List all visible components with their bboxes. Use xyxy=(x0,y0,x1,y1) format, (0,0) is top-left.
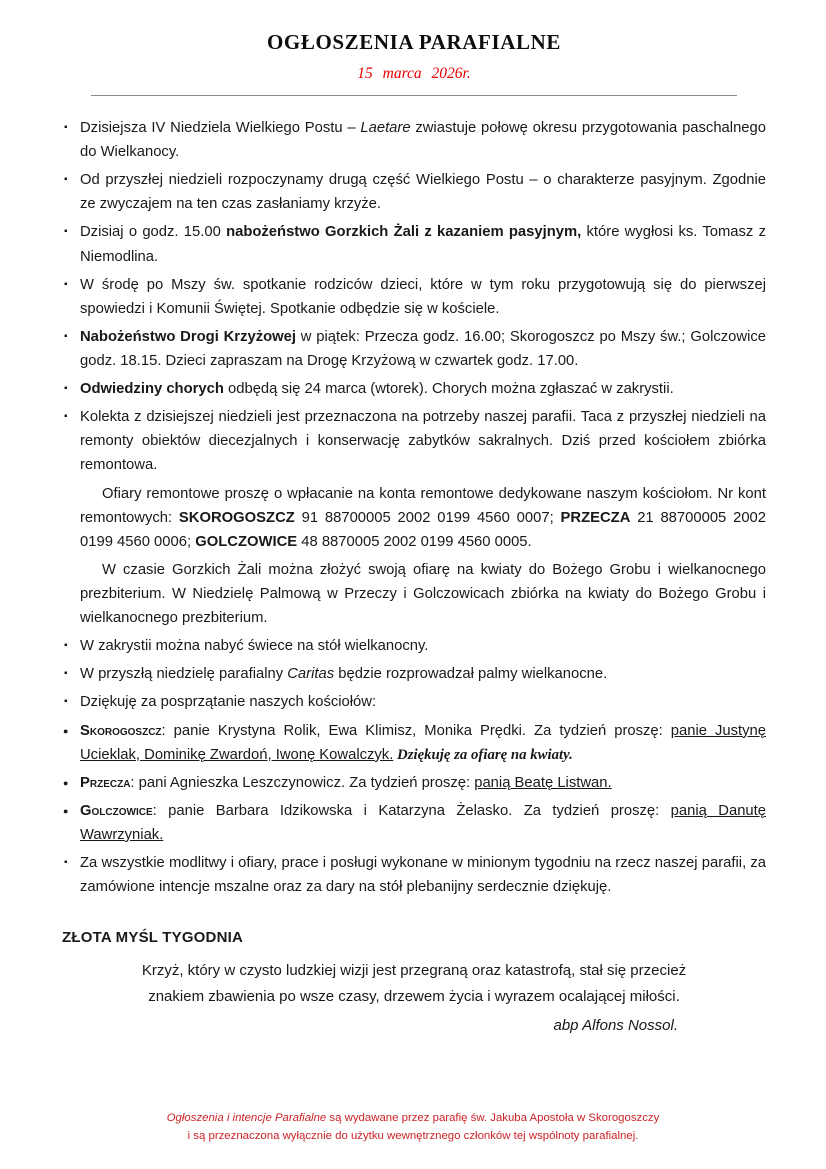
text-segment: 91 88700005 2002 0199 4560 0007; xyxy=(294,509,561,526)
text-segment: panią Beatę Listwan. xyxy=(474,774,612,791)
text-segment: W zakrystii można nabyć świece na stół wielkanocny. xyxy=(80,638,429,655)
footer-line-2: i są przeznaczona wyłącznie do użytku wewnętrznego członków tej wspólnoty parafialnej. xyxy=(187,1129,639,1142)
announcement-cleaning-thanks xyxy=(62,690,766,714)
announcement-collection xyxy=(62,405,766,477)
footer-bulletin-name: Ogłoszenia i intencje Parafialne xyxy=(166,1111,327,1124)
text-segment: zwiastuje połowę okresu przygotowania paschalnego do Wielkanocy. xyxy=(80,120,766,161)
text-segment: SKOROGOSZCZ xyxy=(178,509,295,526)
text-segment: 48 8870005 2002 0199 4560 0005. xyxy=(297,533,532,550)
text-segment: Dziękuję za ofiarę na kwiaty. xyxy=(393,746,573,763)
announcements-list xyxy=(62,116,766,899)
text-segment: Dziękuję za posprzątanie naszych kościołów: xyxy=(80,694,377,711)
text-segment: odbędą się 24 marca (wtorek). Chorych można zgłaszać w zakrystii. xyxy=(223,381,674,398)
village-name: Golczowice xyxy=(80,802,153,819)
text-segment: panie Justynę Ucieklak, Dominikę Zwardoń, Iwonę Kowalczyk. xyxy=(80,722,766,763)
text-segment: Ofiary remontowe proszę o wpłacanie na konta remontowe dedykowane naszym kościołom. Nr kont remontowych: xyxy=(80,485,766,526)
announcement-passion-period xyxy=(62,168,766,216)
text-segment: Dzisiejsza IV Niedziela Wielkiego Postu – xyxy=(80,120,361,136)
text-segment: 21 88700005 2002 0199 4560 0006; xyxy=(80,509,767,550)
cleaning-przecza xyxy=(62,771,766,795)
paragraph-flowers-offering xyxy=(62,558,766,630)
text-segment: Odwiedziny chorych xyxy=(80,381,224,398)
announcement-general-thanks xyxy=(62,851,766,899)
text-segment: W przyszłą niedzielę parafialny xyxy=(80,666,288,683)
header-divider xyxy=(91,95,737,96)
cleaning-golczowice xyxy=(62,799,766,847)
text-segment: Za wszystkie modlitwy i ofiary, prace i posługi wykonane w minionym tygodniu na rzecz naszej parafii, za zamówione intencje mszalne oraz za dary na stół plebanijny serdecznie dziękuję. xyxy=(80,855,766,896)
text-segment: nabożeństwo Gorzkich Żali z kazaniem pasyjnym, xyxy=(226,224,582,241)
document-title: OGŁOSZENIA PARAFIALNE xyxy=(266,30,561,54)
golden-thought-attribution: abp Alfons Nossol. xyxy=(553,1017,678,1035)
text-segment: PRZECZA xyxy=(560,509,631,526)
text-segment: które wygłosi ks. Tomasz z Niemodlina. xyxy=(80,224,766,265)
text-segment: Od przyszłej niedzieli rozpoczynamy drugą część Wielkiego Postu – o charakterze pasyjnym. Zgodnie ze zwyczajem na ten czas zasłaniamy krzyże. xyxy=(80,172,766,213)
text-segment: są wydawane przez parafię św. Jakuba Apostoła w Skorogoszczy xyxy=(326,1111,660,1124)
text-segment: w piątek: Przecza godz. 16.00; Skorogoszcz po Mszy św.; Golczowice godz. 18.15. Dzieci zapraszam na Drogę Krzyżową w czwartek godz. 17.00. xyxy=(80,328,766,369)
text-segment: : panie Krystyna Rolik, Ewa Klimisz, Monika Prędki. Za tydzień proszę: xyxy=(161,722,671,739)
text-segment: Dzisiaj o godz. 15.00 xyxy=(80,224,227,241)
text-segment: : panie Barbara Idzikowska i Katarzyna Żelasko. Za tydzień proszę: xyxy=(152,802,671,819)
golden-thought-quote: Krzyż, który w czysto ludzkiej wizji jest przegraną oraz katastrofą, stał się przecież znakiem zbawienia po wsze czasy, drzewem życia i wyrazem ocalającej miłości. xyxy=(141,962,687,1005)
document-date: 15 marca 2026r. xyxy=(357,65,471,82)
announcement-caritas-palms xyxy=(62,662,766,686)
announcement-sick-visits xyxy=(62,377,766,401)
text-segment: W czasie Gorzkich Żali można złożyć swoją ofiarę na kwiaty do Bożego Grobu i wielkanocnego prezbiterium. W Niedzielę Palmową w Przeczy i Golczowicach zbiórka na kwiaty do Bożego Grobu i wielkanocnego prezbiterium. xyxy=(80,561,766,627)
announcement-laetare-sunday xyxy=(62,116,766,164)
text-segment: Nabożeństwo Drogi Krzyżowej xyxy=(80,328,296,345)
village-name: Skorogoszcz xyxy=(80,722,162,739)
paragraph-renovation-accounts xyxy=(62,482,766,554)
announcement-parents-meeting xyxy=(62,273,766,321)
village-name: Przecza xyxy=(80,774,131,791)
cleaning-skorogoszcz xyxy=(62,719,766,767)
footer-line-1 xyxy=(0,1109,826,1127)
text-segment: Kolekta z dzisiejszej niedzieli jest przeznaczona na potrzeby naszej parafii. Taca z przyszłej niedzieli na remonty obiektów diecezjalnych i konserwację zabytków sakralnych. Dziś przed kościołem zbiórka remontowa. xyxy=(80,409,766,474)
announcement-candles xyxy=(62,634,766,658)
text-segment: : pani Agnieszka Leszczynowicz. Za tydzień proszę: xyxy=(130,774,475,791)
document-footer xyxy=(0,1109,826,1146)
text-segment: GOLCZOWICE xyxy=(195,533,298,550)
text-segment: Laetare xyxy=(360,120,411,136)
text-segment: Caritas xyxy=(287,666,335,683)
text-segment: W środę po Mszy św. spotkanie rodziców dzieci, które w tym roku przygotowują się do pierwszej spowiedzi i Komunii Świętej. Spotkanie odbędzie się w kościele. xyxy=(80,276,766,317)
announcement-droga-krzyzowa xyxy=(62,325,766,373)
golden-thought-heading: ZŁOTA MYŚL TYGODNIA xyxy=(62,929,244,947)
announcement-gorzkie-zale xyxy=(62,220,766,268)
text-segment: panią Danutę Wawrzyniak. xyxy=(80,802,766,843)
text-segment: będzie rozprowadzał palmy wielkanocne. xyxy=(334,666,608,683)
